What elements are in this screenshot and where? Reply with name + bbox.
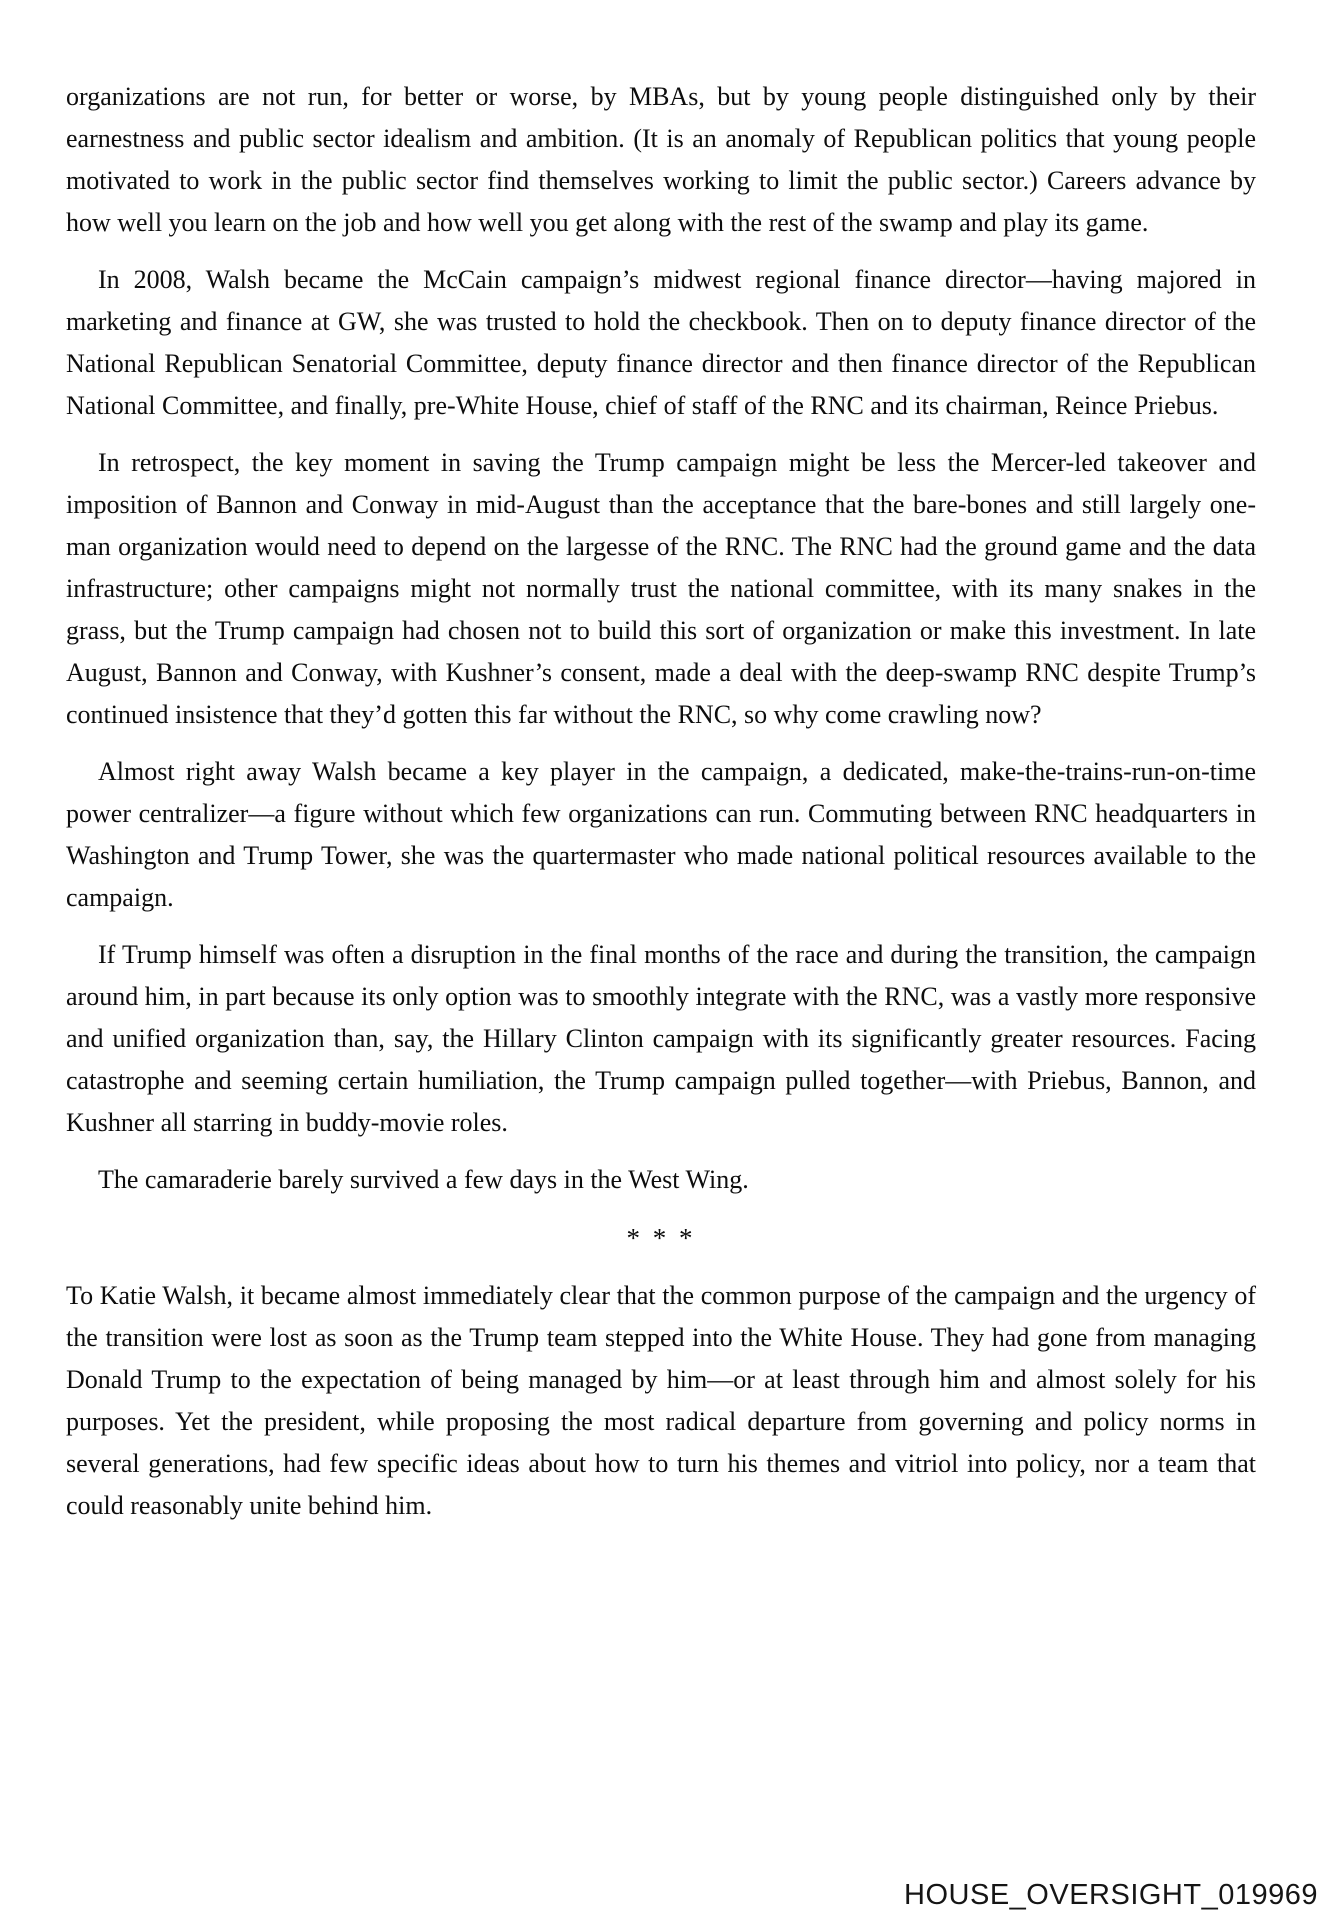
body-paragraph-4: Almost right away Walsh became a key player in the campaign, a dedicated, make-the-trains-run-on-time power centralizer—a figure without which few organizations can run. Commuting between RNC headquarters in Washington and Trump Tower, she was the quartermaster who made national political resources available to the campaign. [66,757,1256,912]
body-paragraph-7: To Katie Walsh, it became almost immediately clear that the common purpose of the campaign and the urgency of the transition were lost as soon as the Trump team stepped into the White House. They had gone from managing Donald Trump to the expectation of being managed by him—or at least through him and almost solely for his purposes. Yet the president, while proposing the most radical departure from governing and policy norms in several generations, had few specific ideas about how to turn his themes and vitriol into policy, nor a team that could reasonably unite behind him. [66,1281,1256,1520]
body-text-column [66,76,1256,1542]
section-break-asterisks: * * * [626,1223,696,1253]
body-paragraph-1: organizations are not run, for better or worse, by MBAs, but by young people distinguished only by their earnestness and public sector idealism and ambition. (It is an anomaly of Republican politics that young people motivated to work in the public sector find themselves working to limit the public sector.) Careers advance by how well you learn on the job and how well you get along with the rest of the swamp and play its game. [66,82,1256,237]
bates-number-label: HOUSE_OVERSIGHT_019969 [904,1879,1318,1911]
body-paragraph-2: In 2008, Walsh became the McCain campaign’s midwest regional finance director—having majored in marketing and finance at GW, she was trusted to hold the checkbook. Then on to deputy finance director of the National Republican Senatorial Committee, deputy finance director and then finance director of the Republican National Committee, and finally, pre-White House, chief of staff of the RNC and its chairman, Reince Priebus. [66,265,1256,420]
body-paragraph-3: In retrospect, the key moment in saving the Trump campaign might be less the Mercer-led takeover and imposition of Bannon and Conway in mid-August than the acceptance that the bare-bones and still largely one-man organization would need to depend on the largesse of the RNC. The RNC had the ground game and the data infrastructure; other campaigns might not normally trust the national committee, with its many snakes in the grass, but the Trump campaign had chosen not to build this sort of organization or make this investment. In late August, Bannon and Conway, with Kushner’s consent, made a deal with the deep-swamp RNC despite Trump’s continued insistence that they’d gotten this far without the RNC, so why come crawling now? [66,448,1256,729]
body-paragraph-5: If Trump himself was often a disruption in the final months of the race and during the transition, the campaign around him, in part because its only option was to smoothly integrate with the RNC, was a vastly more responsive and unified organization than, say, the Hillary Clinton campaign with its significantly greater resources. Facing catastrophe and seeming certain humiliation, the Trump campaign pulled together—with Priebus, Bannon, and Kushner all starring in buddy-movie roles. [66,940,1256,1137]
body-paragraph-6: The camaraderie barely survived a few days in the West Wing. [98,1165,749,1194]
